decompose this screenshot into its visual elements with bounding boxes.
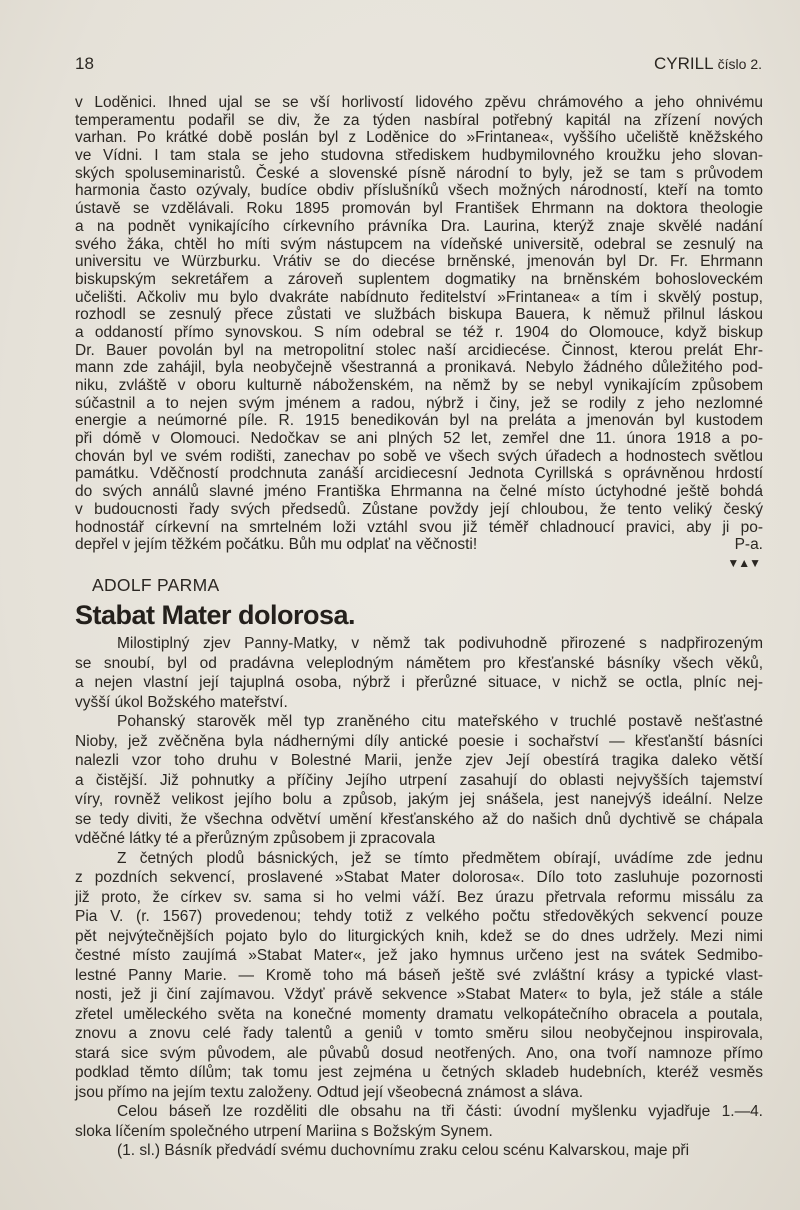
paragraph: [75, 1141, 763, 1161]
text-line: nosti, jež ji činí zajímavou. Vždyť právě sekvence »Stabat Mater« to byla, jež stále a stále: [75, 986, 763, 1003]
text-line: se tedy diviti, že všechna odvětví umění křesťanského až do našich dnů dychtivě se chápala: [75, 810, 763, 828]
paragraph: [75, 634, 763, 712]
text-line: při dómě v Olomouci. Nedočkav se ani plných 52 let, zemřel dne 11. února 1918 a po-: [75, 430, 763, 448]
article-author: ADOLF PARMA: [92, 575, 220, 595]
text-line: jsou přímo na jejím textu založeny. Odtud její všeobecná známost a sláva.: [75, 1083, 584, 1101]
text-line: universitu ve Würzburku. Vrátiv se do diecése brněnské, jmenován byl Dr. Fr. Ehrmann: [75, 253, 763, 271]
text-line: energie a neúmorné píle. R. 1915 benedikován byl na preláta a jmenován byl kustodem: [75, 412, 763, 430]
text-line: temperamentu podařil se div, že za týden nasbíral potřebný kapitál na zřízení nových: [75, 111, 763, 129]
text-line: vyšší úkol Božského mateřství.: [75, 693, 288, 711]
text-line: stará sice svým původem, ale půvabů dosud neotřených. Ano, ona tvoří namnoze přímo: [75, 1044, 763, 1062]
stabat-mater-article: [75, 634, 763, 1161]
text-line: vděčné látky té a přerůzným způsobem ji zpracovala: [75, 830, 436, 847]
text-line: ve Vídni. I tam stala se jeho studovna střediskem hudbymilovného kroužku jeho slovan-: [75, 147, 763, 165]
text-line: a nejen vlastní její tajuplná osoba, nýbrž i přerůzné situace, v nichž se octla, plníc nej-: [75, 674, 763, 691]
text-line: [75, 536, 763, 554]
text-line: zřetel uměleckého světa na konečné momenty dramatu velkopátečního obracela a poutala,: [75, 1005, 763, 1023]
text-line: a čistější. Již pohnutky a příčiny Jejího utrpení zasahují do oblasti nejvyšších tajemství: [75, 771, 763, 789]
text-line: ústavě se vzdělávali. Roku 1895 promován byl František Ehrmann na doktora theologie: [75, 200, 763, 218]
page-number: 18: [75, 54, 94, 73]
text-line: sloka líčením společného utrpení Mariina s Božským Synem.: [75, 1122, 493, 1140]
text-line: Z četných plodů básnických, jež se tímto předmětem obírají, uvádíme zde jednu: [117, 849, 763, 867]
ornament-divider-icon: ▼▲▼: [727, 556, 760, 570]
text-line: niku, zvláště v oboru kulturně náboženském, na němž by se nebyl vynikajícím způsobem: [75, 377, 763, 394]
text-line: znovu a znovu celé řady talentů a geniů v tomto směru silou neobyčejnou inspirovala,: [75, 1025, 763, 1042]
text-line: podklad těmto dílům; tak tomu jest zejména u četných skladeb hudebních, kteréž vesměs: [75, 1064, 763, 1081]
text-line: harmonia často ozývaly, budíce obdiv příslušníků všech možných národností, kteří na tomto: [75, 182, 763, 200]
issue-number: číslo 2.: [717, 56, 762, 72]
text-line: pět nejvýtečnějších pojato bylo do liturgických knih, kdež se do dnes udržely. Mezi nimi: [75, 927, 763, 945]
text-line: varhan. Po krátké době poslán byl z Loděnice do »Frintanea«, vyššího učeliště kněžského: [75, 129, 763, 147]
text-line: památku. Vděčností prodchnuta zanáší arcidiecesní Jednota Cyrillská s oprávněnou hrdostí: [75, 465, 763, 483]
paragraph: [75, 712, 763, 849]
text-line: čestné místo zaujímá »Stabat Mater«, jež jako hymnus určeno jest na svátek Sedmibo-: [75, 947, 763, 964]
text-line: v Loděnici. Ihned ujal se se vší horlivostí lidového zpěvu chrámového a jeho ohnivému: [75, 94, 763, 111]
text-line: již proto, že církev sv. sama si ho velmi váží. Bez úrazu přetrvala reformu missálu za: [75, 888, 763, 906]
text-line: Pia V. (r. 1567) provedenou; tehdy totiž z velkého počtu středověkých sekvencí pouze: [75, 908, 763, 925]
text-line: Dr. Bauer povolán byl na metropolitní stolec naší arcidiecése. Činnost, kterou prelát Ehr-: [75, 341, 763, 359]
text-line: učelišti. Ačkoliv mu bylo dvakráte nabídnuto ředitelství »Frintanea« a tím i skvělý postup,: [75, 288, 763, 306]
journal-name: CYRILL: [654, 54, 713, 73]
text-line: Milostiplný zjev Panny-Matky, v němž tak podivuhodně přirozené s nadpřirozeným: [117, 635, 763, 652]
text-line: chován byl ve svém rodišti, zanechav po sobě ve všech svých úřadech a hodnostech světlou: [75, 447, 763, 465]
text-line: svého žáka, chtěl ho míti svým nástupcem na vídeňské universitě, odebral se zesnulý na: [75, 235, 763, 253]
text-line: víry, rovněž velikost jejího bolu a způsob, jakým jej snášela, jest nanejvýš ideální. Nelze: [75, 791, 763, 808]
text-line: z pozdních sekvencí, proslavené »Stabat Mater dolorosa«. Dílo toto zasluhuje pozornosti: [75, 869, 763, 886]
text-line: hodnostář církevní na smrtelném loži vztáhl svou již téměř chladnoucí pravici, aby ji po-: [75, 518, 763, 536]
text-line-content: depřel v jejím těžkém počátku. Bůh mu odplať na věčnosti!: [75, 536, 478, 554]
text-line: Pohanský starověk měl typ zraněného citu mateřského v truchlé postavě nešťastné: [117, 713, 763, 730]
text-line: a oddaností přímo synovskou. S ním odebral se též r. 1904 do Olomouce, když biskup: [75, 323, 763, 341]
author-signature: P-a.: [734, 536, 763, 554]
text-line: Celou báseň lze rozděliti dle obsahu na tři části: úvodní myšlenku vyjadřuje 1.—4.: [117, 1103, 763, 1120]
paragraph: [75, 1102, 763, 1141]
text-line: nalezli vzor toho druhu v Bolestné Marii, jenže zjev Její obestírá tragika daleko větší: [75, 752, 763, 769]
text-line: mann zde zahájil, byla neobyčejně všestranná a pronikavá. Nebylo žádného důležitého pod-: [75, 359, 763, 377]
paragraph: [75, 94, 763, 554]
text-line: biskupským sekretářem a zároveň suplentem dogmatiky na brněnském bohosloveckém: [75, 270, 763, 288]
obituary-article: [75, 94, 763, 554]
text-line: rozhodl se zesnulý přece zůstati ve službách biskupa Bauera, k němuž přilnul láskou: [75, 306, 763, 324]
text-line: ských spoluseminaristů. České a slovenské písně národní to byly, jež se tam s průvodem: [75, 164, 763, 182]
running-header: [654, 54, 762, 74]
text-line: do svých annálů slavné jméno Františka Ehrmanna na čelné místo úctyhodné ještě bohdá: [75, 483, 763, 501]
text-line: v budoucnosti řady svých předsedů. Zůstane povždy její chloubou, že tento veliký český: [75, 500, 763, 518]
paragraph: [75, 849, 763, 1103]
article-title: Stabat Mater dolorosa.: [75, 600, 356, 630]
text-line: se snoubí, byl od pradávna veleplodným námětem pro křesťanské básníky všech věků,: [75, 654, 763, 672]
text-line: súčastnil a to nejen svým jménem a radou, nýbrž i činy, jež se rodily z jeho nezlomné: [75, 394, 763, 412]
text-line: a na podnět vynikajícího církevního právníka Dra. Laurina, kterýž znaje skvělé nadání: [75, 217, 763, 235]
text-line: (1. sl.) Básník předvádí svému duchovnímu zraku celou scénu Kalvarskou, maje při: [117, 1142, 690, 1159]
text-line: Nioby, jež zvěčněna byla nádhernými díly antické poesie i sochařství — křesťanští básníci: [75, 732, 763, 750]
text-line: lestné Panny Marie. — Kromě toho má báseň ještě své zvláštní krásy a typické vlast-: [75, 966, 763, 984]
